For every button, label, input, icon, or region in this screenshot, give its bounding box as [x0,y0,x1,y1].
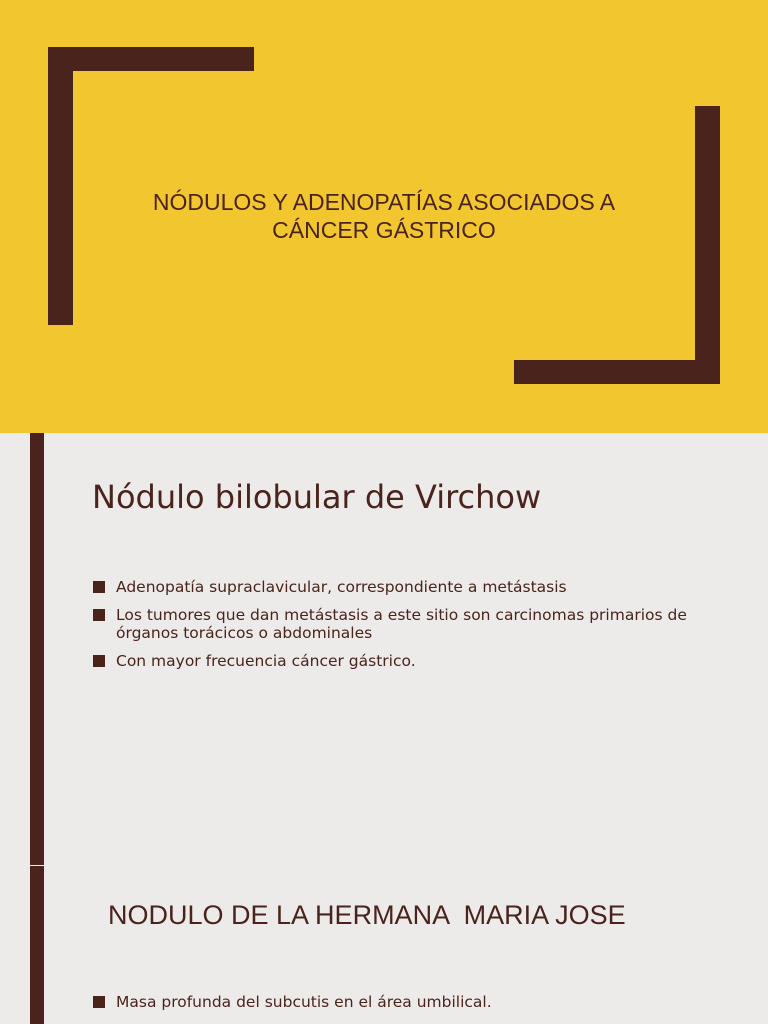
square-bullet-icon [93,609,105,621]
hermana-slide [0,866,768,1024]
top-left-bracket-horizontal [48,47,254,71]
bottom-right-bracket-horizontal [514,360,720,384]
slide-heading: Nódulo bilobular de Virchow [92,478,542,516]
bullet-list [92,578,692,680]
list-item [92,606,692,642]
title-line-1: NÓDULOS Y ADENOPATÍAS ASOCIADOS A [152,189,616,215]
list-item [92,578,692,596]
list-item-text: Adenopatía supraclavicular, correspondiente a metástasis [116,578,567,596]
square-bullet-icon [93,996,105,1008]
slide-heading: NODULO DE LA HERMANA MARIA JOSE [108,900,626,930]
title-line-2: CÁNCER GÁSTRICO [272,217,496,243]
list-item-text: Masa profunda del subcutis en el área umbilical. [116,993,492,1011]
virchow-slide [0,433,768,865]
list-item [92,993,692,1011]
slide-side-bar [30,433,44,865]
bullet-list [92,993,692,1021]
title-slide [0,0,768,433]
list-item-text: Los tumores que dan metástasis a este sitio son carcinomas primarios de órganos torácicos o abdominales [116,606,687,642]
list-item [92,652,692,670]
list-item-text: Con mayor frecuencia cáncer gástrico. [116,652,416,670]
square-bullet-icon [93,581,105,593]
square-bullet-icon [93,655,105,667]
bottom-right-bracket-vertical [695,106,720,384]
top-left-bracket-vertical [48,47,73,325]
slide-side-bar [30,866,44,1024]
presentation-title [100,188,668,244]
